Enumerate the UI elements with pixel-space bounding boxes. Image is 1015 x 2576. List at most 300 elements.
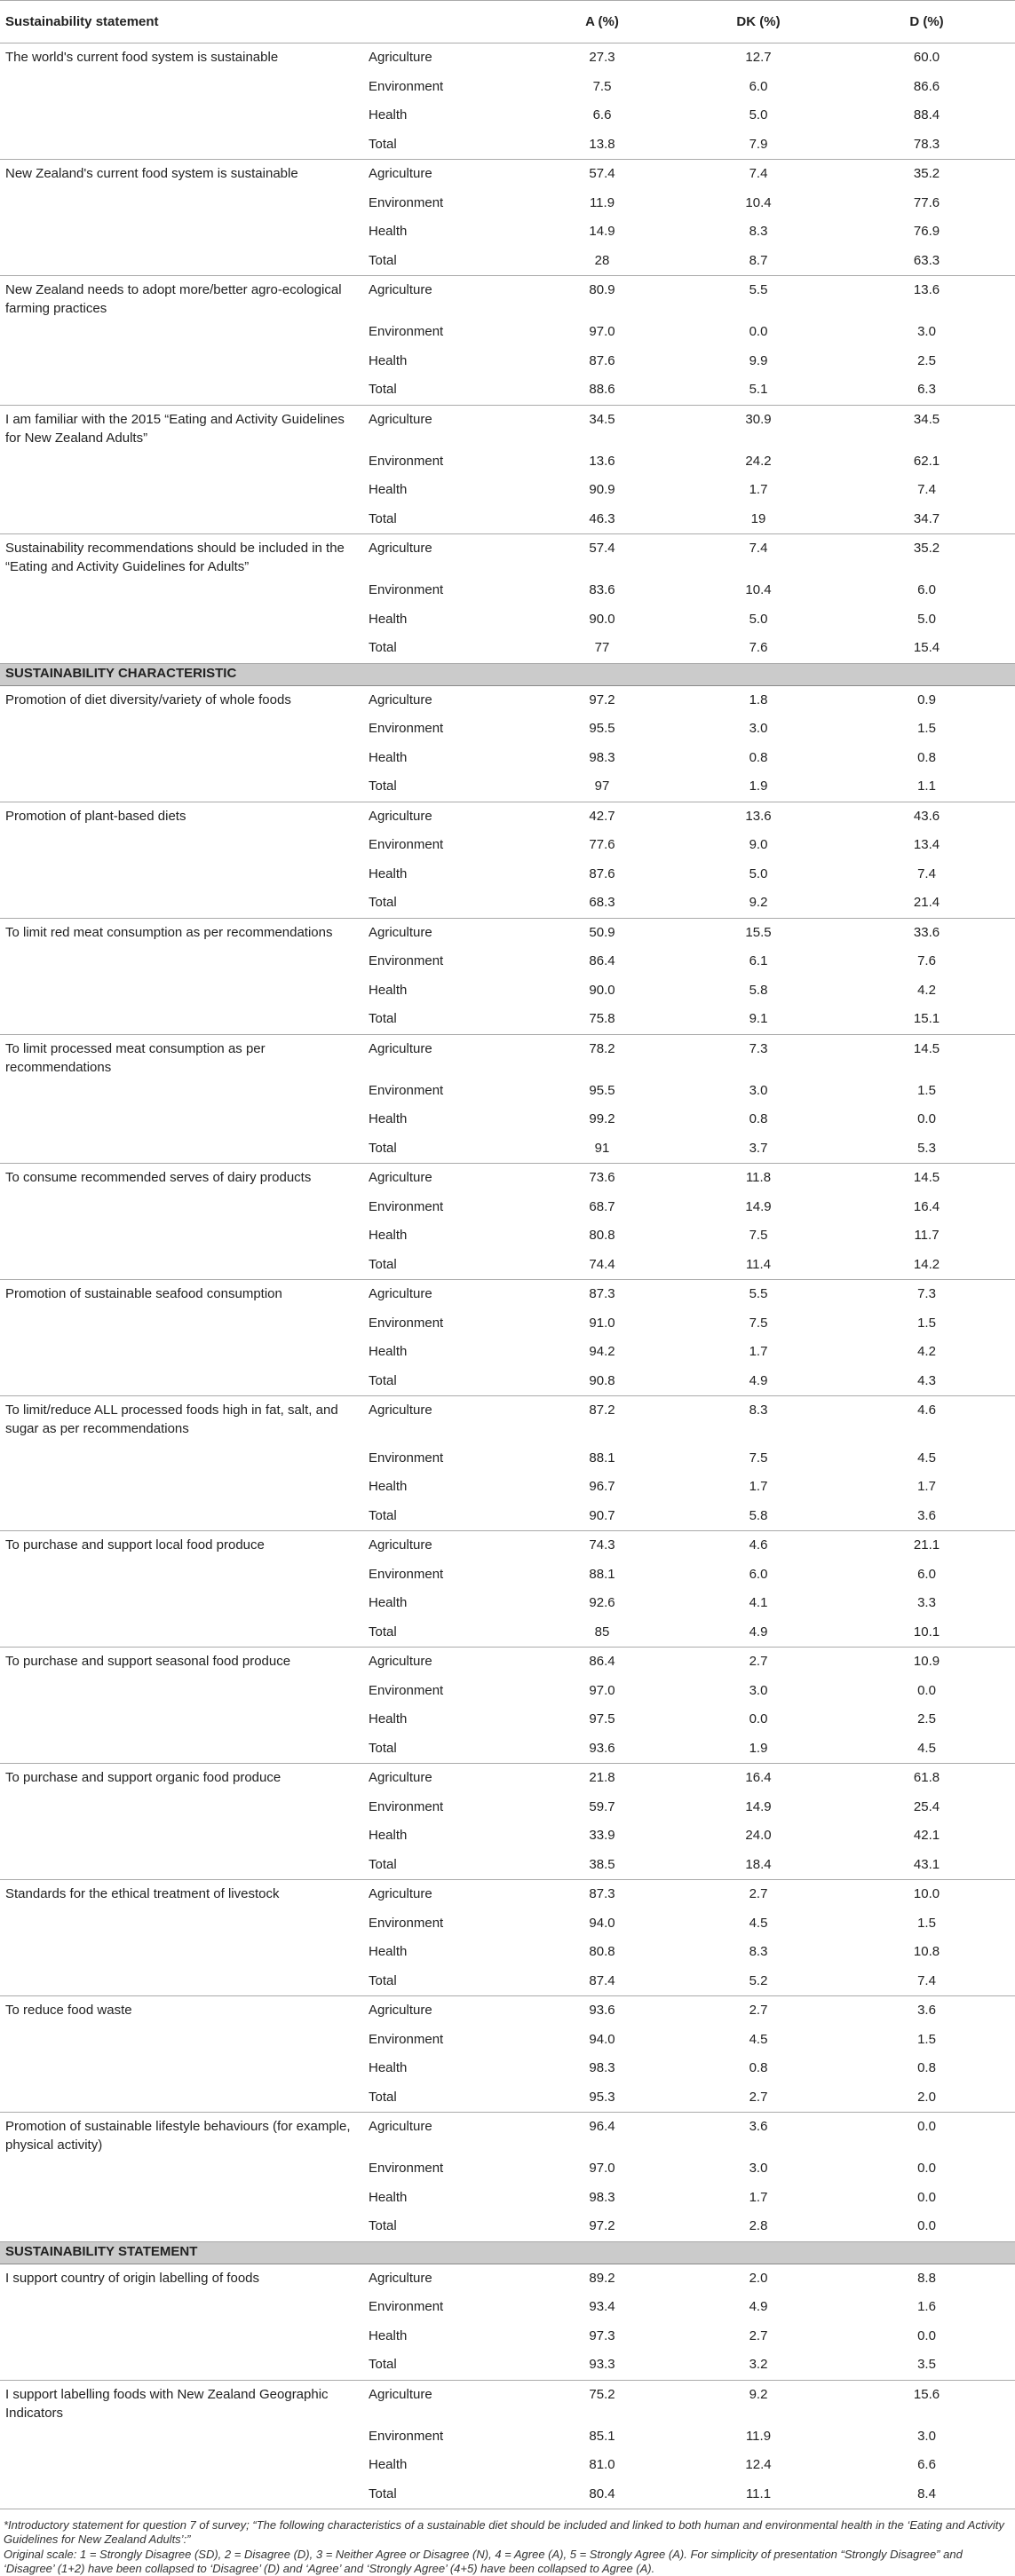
group-cell: Environment <box>369 721 444 736</box>
disagree-cell: 21.1 <box>913 1537 940 1553</box>
statement-cell: New Zealand needs to adopt more/better agro-ecological farming practices <box>5 282 342 316</box>
statement-cell: To reduce food waste <box>5 2003 132 2018</box>
group-cell: Environment <box>369 1450 444 1466</box>
table-body <box>0 43 1015 2509</box>
disagree-cell: 0.9 <box>917 691 936 707</box>
agree-cell: 78.2 <box>589 1040 615 1056</box>
disagree-cell: 3.0 <box>917 2428 936 2444</box>
group-cell: Environment <box>369 837 444 852</box>
agree-cell: 87.6 <box>589 352 615 368</box>
table-row <box>0 2293 1015 2322</box>
dont-know-cell: 24.2 <box>745 453 772 469</box>
group-cell: Agriculture <box>369 1403 432 1418</box>
statement-cell: The world's current food system is sustainable <box>5 50 279 65</box>
table-row <box>0 1134 1015 1164</box>
statement-cell <box>0 1705 366 1734</box>
agree-cell: 6.6 <box>592 107 612 122</box>
agree-cell: 94.2 <box>589 1344 615 1359</box>
disagree-cell: 2.0 <box>838 2083 1015 2113</box>
dont-know-cell: 5.8 <box>678 1502 838 1531</box>
table-row <box>0 1164 1015 1193</box>
header-disagree: D (%) <box>838 1 1015 43</box>
group-cell: Agriculture <box>369 1886 432 1901</box>
group-cell: Environment <box>369 2031 444 2047</box>
agree-cell: 80.9 <box>589 282 615 297</box>
agree-cell: 68.7 <box>589 1198 615 1214</box>
dont-know-cell: 2.7 <box>749 1886 768 1901</box>
group-cell: Agriculture <box>369 541 432 556</box>
group-cell: Agriculture <box>369 808 432 824</box>
group-cell: Health <box>369 2327 408 2343</box>
table-row <box>0 447 1015 477</box>
group-cell: Total <box>366 505 526 534</box>
group-cell: Environment <box>369 1915 444 1931</box>
group-cell: Total <box>366 2083 526 2113</box>
agree-cell: 14.9 <box>589 224 615 239</box>
group-cell: Agriculture <box>369 411 432 427</box>
group-cell: Environment <box>369 1315 444 1331</box>
statement-cell <box>0 2054 366 2083</box>
statement-cell <box>0 2451 366 2480</box>
dont-know-cell: 7.5 <box>749 1228 768 1243</box>
table-row <box>0 1105 1015 1134</box>
group-cell: Total <box>366 2351 526 2380</box>
statement-cell <box>0 860 366 889</box>
dont-know-cell: 6.1 <box>749 953 768 968</box>
agree-cell: 87.3 <box>589 1886 615 1901</box>
disagree-cell: 4.5 <box>838 1734 1015 1764</box>
disagree-cell: 4.5 <box>917 1450 936 1466</box>
agree-cell: 50.9 <box>589 924 615 940</box>
agree-cell: 38.5 <box>526 1851 678 1880</box>
dont-know-cell: 4.5 <box>749 1915 768 1931</box>
dont-know-cell: 5.8 <box>749 982 768 998</box>
agree-cell: 90.8 <box>526 1367 678 1396</box>
table-footnotes <box>0 2509 1015 2576</box>
disagree-cell: 15.6 <box>913 2386 940 2402</box>
agree-cell: 75.2 <box>589 2386 615 2402</box>
statement-cell <box>0 318 366 347</box>
table-row <box>0 1618 1015 1648</box>
group-cell: Agriculture <box>369 166 432 181</box>
table-row <box>0 505 1015 534</box>
table-row <box>0 1880 1015 1909</box>
statement-cell <box>0 2351 366 2380</box>
agree-cell: 90.0 <box>589 982 615 998</box>
table-row <box>0 1821 1015 1851</box>
statement-cell: Promotion of diet diversity/variety of whole foods <box>5 691 291 707</box>
table-row <box>0 1996 1015 2026</box>
group-cell: Total <box>366 1251 526 1280</box>
disagree-cell: 15.4 <box>838 634 1015 663</box>
disagree-cell: 10.9 <box>913 1654 940 1669</box>
group-cell: Total <box>366 247 526 276</box>
agree-cell: 98.3 <box>589 2189 615 2205</box>
agree-cell: 21.8 <box>589 1770 615 1785</box>
disagree-cell: 0.0 <box>917 2189 936 2205</box>
table-row <box>0 976 1015 1006</box>
statement-cell <box>0 247 366 276</box>
section-title: SUSTAINABILITY STATEMENT <box>0 2241 1015 2264</box>
agree-cell: 93.4 <box>589 2299 615 2314</box>
dont-know-cell: 3.0 <box>749 1082 768 1098</box>
dont-know-cell: 4.9 <box>749 2299 768 2314</box>
group-cell: Health <box>369 2189 408 2205</box>
statement-cell <box>0 1851 366 1880</box>
table-row <box>0 2480 1015 2509</box>
dont-know-cell: 9.2 <box>749 2386 768 2402</box>
dont-know-cell: 11.9 <box>745 2428 772 2444</box>
group-cell: Agriculture <box>369 2270 432 2286</box>
agree-cell: 91 <box>526 1134 678 1164</box>
disagree-cell: 0.0 <box>838 2212 1015 2241</box>
statement-cell <box>0 2154 366 2184</box>
agree-cell: 98.3 <box>589 2060 615 2075</box>
statement-cell: Promotion of plant-based diets <box>5 808 186 824</box>
disagree-cell: 16.4 <box>913 1198 940 1214</box>
disagree-cell: 14.5 <box>913 1040 940 1056</box>
table-row <box>0 43 1015 73</box>
table-row <box>0 1677 1015 1706</box>
dont-know-cell: 7.9 <box>678 130 838 160</box>
disagree-cell: 78.3 <box>838 130 1015 160</box>
dont-know-cell: 0.0 <box>749 1711 768 1727</box>
disagree-cell: 0.8 <box>917 2060 936 2075</box>
agree-cell: 87.6 <box>589 865 615 881</box>
agree-cell: 57.4 <box>589 166 615 181</box>
disagree-cell: 0.0 <box>917 2119 936 2134</box>
dont-know-cell: 3.0 <box>749 2161 768 2176</box>
table-row <box>0 1502 1015 1531</box>
statement-cell <box>0 1909 366 1939</box>
dont-know-cell: 11.1 <box>678 2480 838 2509</box>
table-row <box>0 1005 1015 1034</box>
disagree-cell: 3.5 <box>838 2351 1015 2380</box>
group-cell: Health <box>369 865 408 881</box>
group-cell: Environment <box>369 78 444 94</box>
statement-cell <box>0 505 366 534</box>
group-cell: Environment <box>369 1566 444 1582</box>
disagree-cell: 2.5 <box>917 1711 936 1727</box>
dont-know-cell: 5.1 <box>678 375 838 405</box>
table-row <box>0 1764 1015 1793</box>
statement-cell <box>0 2083 366 2113</box>
disagree-cell: 10.1 <box>838 1618 1015 1648</box>
statement-cell <box>0 1967 366 1996</box>
group-cell: Total <box>366 375 526 405</box>
dont-know-cell: 15.5 <box>745 924 772 940</box>
agree-cell: 83.6 <box>589 582 615 597</box>
disagree-cell: 35.2 <box>913 166 940 181</box>
agree-cell: 88.1 <box>589 1566 615 1582</box>
dont-know-cell: 1.7 <box>749 1344 768 1359</box>
table-row <box>0 605 1015 635</box>
dont-know-cell: 10.4 <box>745 582 772 597</box>
dont-know-cell: 19 <box>678 505 838 534</box>
table-row <box>0 634 1015 663</box>
disagree-cell: 42.1 <box>913 1828 940 1843</box>
statement-cell <box>0 476 366 505</box>
disagree-cell: 63.3 <box>838 247 1015 276</box>
dont-know-cell: 2.7 <box>749 1654 768 1669</box>
dont-know-cell: 14.9 <box>745 1198 772 1214</box>
dont-know-cell: 10.4 <box>745 194 772 210</box>
agree-cell: 87.4 <box>526 1967 678 1996</box>
group-cell: Agriculture <box>369 1040 432 1056</box>
table-row <box>0 2351 1015 2380</box>
dont-know-cell: 2.7 <box>749 2003 768 2018</box>
disagree-cell: 0.0 <box>917 2327 936 2343</box>
agree-cell: 97.5 <box>589 1711 615 1727</box>
statement-cell <box>0 1193 366 1222</box>
disagree-cell: 25.4 <box>913 1798 940 1814</box>
group-cell: Environment <box>369 2161 444 2176</box>
dont-know-cell: 4.6 <box>749 1537 768 1553</box>
table-row <box>0 276 1015 319</box>
group-cell: Agriculture <box>369 50 432 65</box>
table-row <box>0 1338 1015 1367</box>
group-cell: Environment <box>369 953 444 968</box>
dont-know-cell: 3.0 <box>749 1682 768 1698</box>
table-row <box>0 1648 1015 1677</box>
agree-cell: 81.0 <box>589 2457 615 2472</box>
statement-cell <box>0 1077 366 1106</box>
dont-know-cell: 7.6 <box>678 634 838 663</box>
table-row <box>0 772 1015 802</box>
dont-know-cell: 9.1 <box>678 1005 838 1034</box>
dont-know-cell: 4.5 <box>749 2031 768 2047</box>
statement-cell: Sustainability recommendations should be included in the “Eating and Activity Guidelines for Adults” <box>5 541 345 574</box>
statement-cell: To consume recommended serves of dairy products <box>5 1170 312 1185</box>
agree-cell: 13.6 <box>589 453 615 469</box>
dont-know-cell: 5.0 <box>749 865 768 881</box>
table-row <box>0 2264 1015 2293</box>
agree-cell: 28 <box>526 247 678 276</box>
statement-cell <box>0 1251 366 1280</box>
footnote-scale: Original scale: 1 = Strongly Disagree (SD), 2 = Disagree (D), 3 = Neither Agree or Disagree (N), 4 = Agree (A), 5 = Strongly Agree (A). For simplicity of presentation “Strongly Disagree” and ‘Disagree’ (1+2) have been collapsed to ‘Disagree’ (D) and ‘Agree’ and ‘Strongly Agree’ (4+5) have been collapsed to Agree (A). <box>4 2548 963 2575</box>
group-cell: Environment <box>369 1198 444 1214</box>
agree-cell: 94.0 <box>589 1915 615 1931</box>
disagree-cell: 0.0 <box>917 1111 936 1126</box>
agree-cell: 88.1 <box>589 1450 615 1466</box>
statement-cell: I am familiar with the 2015 “Eating and Activity Guidelines for New Zealand Adults” <box>5 411 345 446</box>
agree-cell: 7.5 <box>592 78 612 94</box>
statement-cell <box>0 715 366 744</box>
statement-cell <box>0 889 366 918</box>
group-cell: Health <box>369 107 408 122</box>
section-header-row <box>0 663 1015 685</box>
disagree-cell: 7.4 <box>917 865 936 881</box>
group-cell: Total <box>366 1134 526 1164</box>
disagree-cell: 3.3 <box>917 1595 936 1610</box>
disagree-cell: 6.6 <box>917 2457 936 2472</box>
agree-cell: 80.4 <box>526 2480 678 2509</box>
statement-cell <box>0 947 366 976</box>
dont-know-cell: 7.5 <box>749 1315 768 1331</box>
agree-cell: 46.3 <box>526 505 678 534</box>
dont-know-cell: 7.4 <box>749 541 768 556</box>
statement-cell <box>0 576 366 605</box>
agree-cell: 89.2 <box>589 2270 615 2286</box>
table-row <box>0 2083 1015 2113</box>
disagree-cell: 5.3 <box>838 1134 1015 1164</box>
table-row <box>0 247 1015 276</box>
agree-cell: 96.4 <box>589 2119 615 2134</box>
table-row <box>0 1034 1015 1077</box>
table-row <box>0 1793 1015 1822</box>
agree-cell: 90.0 <box>589 611 615 627</box>
table-row <box>0 1851 1015 1880</box>
table-row <box>0 1531 1015 1561</box>
statement-cell <box>0 605 366 635</box>
agree-cell: 91.0 <box>589 1315 615 1331</box>
group-cell: Total <box>366 1851 526 1880</box>
table-row <box>0 1280 1015 1309</box>
disagree-cell: 1.5 <box>917 2031 936 2047</box>
agree-cell: 92.6 <box>589 1595 615 1610</box>
statement-cell <box>0 772 366 802</box>
agree-cell: 97.0 <box>589 2161 615 2176</box>
table-row <box>0 405 1015 447</box>
statement-cell <box>0 634 366 663</box>
group-cell: Total <box>366 889 526 918</box>
agree-cell: 74.4 <box>526 1251 678 1280</box>
table-row <box>0 1938 1015 1967</box>
statement-cell <box>0 2480 366 2509</box>
dont-know-cell: 9.2 <box>678 889 838 918</box>
statement-cell <box>0 1821 366 1851</box>
group-cell: Health <box>369 1344 408 1359</box>
disagree-cell: 7.4 <box>917 482 936 497</box>
group-cell: Agriculture <box>369 2386 432 2402</box>
group-cell: Health <box>369 482 408 497</box>
agree-cell: 93.3 <box>526 2351 678 2380</box>
disagree-cell: 15.1 <box>838 1005 1015 1034</box>
agree-cell: 86.4 <box>589 953 615 968</box>
disagree-cell: 88.4 <box>913 107 940 122</box>
dont-know-cell: 3.0 <box>749 721 768 736</box>
statement-cell <box>0 1134 366 1164</box>
agree-cell: 97.0 <box>589 324 615 339</box>
group-cell: Agriculture <box>369 691 432 707</box>
table-row <box>0 130 1015 160</box>
table-row <box>0 1909 1015 1939</box>
disagree-cell: 13.4 <box>913 837 940 852</box>
disagree-cell: 4.2 <box>917 1344 936 1359</box>
disagree-cell: 5.0 <box>917 611 936 627</box>
group-cell: Total <box>366 2480 526 2509</box>
group-cell: Total <box>366 1967 526 1996</box>
dont-know-cell: 2.8 <box>678 2212 838 2241</box>
agree-cell: 42.7 <box>589 808 615 824</box>
disagree-cell: 0.8 <box>917 749 936 765</box>
disagree-cell: 33.6 <box>913 924 940 940</box>
group-cell: Agriculture <box>369 2003 432 2018</box>
group-cell: Environment <box>369 2428 444 2444</box>
disagree-cell: 8.4 <box>838 2480 1015 2509</box>
statement-cell <box>0 1618 366 1648</box>
agree-cell: 87.3 <box>589 1286 615 1301</box>
dont-know-cell: 1.8 <box>749 691 768 707</box>
table-row <box>0 1367 1015 1396</box>
group-cell: Environment <box>369 324 444 339</box>
statement-cell <box>0 1367 366 1396</box>
group-cell: Health <box>369 611 408 627</box>
table-row <box>0 2113 1015 2155</box>
disagree-cell: 3.0 <box>917 324 936 339</box>
agree-cell: 99.2 <box>589 1111 615 1126</box>
dont-know-cell: 7.4 <box>749 166 768 181</box>
disagree-cell: 86.6 <box>913 78 940 94</box>
disagree-cell: 1.5 <box>917 1315 936 1331</box>
dont-know-cell: 0.8 <box>749 749 768 765</box>
group-cell: Health <box>369 224 408 239</box>
group-cell: Agriculture <box>369 1170 432 1185</box>
agree-cell: 97.0 <box>589 1682 615 1698</box>
disagree-cell: 1.5 <box>917 1082 936 1098</box>
dont-know-cell: 8.3 <box>749 1403 768 1418</box>
statement-cell <box>0 2026 366 2055</box>
table-row <box>0 189 1015 218</box>
statement-cell: Promotion of sustainable seafood consumption <box>5 1286 282 1301</box>
section-header-row <box>0 2241 1015 2264</box>
disagree-cell: 4.3 <box>838 1367 1015 1396</box>
disagree-cell: 61.8 <box>913 1770 940 1785</box>
disagree-cell: 7.3 <box>917 1286 936 1301</box>
group-cell: Health <box>369 1944 408 1959</box>
statement-cell <box>0 1734 366 1764</box>
statement-cell <box>0 2212 366 2241</box>
agree-cell: 97 <box>526 772 678 802</box>
dont-know-cell: 0.8 <box>749 1111 768 1126</box>
agree-cell: 97.2 <box>589 691 615 707</box>
group-cell: Environment <box>369 582 444 597</box>
table-row <box>0 534 1015 577</box>
group-cell: Health <box>369 749 408 765</box>
agree-cell: 68.3 <box>526 889 678 918</box>
agree-cell: 73.6 <box>589 1170 615 1185</box>
agree-cell: 33.9 <box>589 1828 615 1843</box>
statement-cell: I support country of origin labelling of foods <box>5 2270 260 2286</box>
disagree-cell: 10.8 <box>913 1944 940 1959</box>
table-row <box>0 1396 1015 1444</box>
agree-cell: 13.8 <box>526 130 678 160</box>
dont-know-cell: 13.6 <box>745 808 772 824</box>
disagree-cell: 34.7 <box>838 505 1015 534</box>
statement-cell <box>0 1677 366 1706</box>
agree-cell: 75.8 <box>526 1005 678 1034</box>
statement-cell <box>0 976 366 1006</box>
dont-know-cell: 3.6 <box>749 2119 768 2134</box>
table-row <box>0 375 1015 405</box>
header-statement: Sustainability statement <box>0 1 366 43</box>
dont-know-cell: 9.9 <box>749 352 768 368</box>
section-title: SUSTAINABILITY CHARACTERISTIC <box>0 663 1015 685</box>
statement-cell <box>0 1444 366 1474</box>
statement-cell <box>0 1793 366 1822</box>
table-row <box>0 2154 1015 2184</box>
statement-cell <box>0 347 366 376</box>
group-cell: Environment <box>369 1798 444 1814</box>
disagree-cell: 43.1 <box>838 1851 1015 1880</box>
dont-know-cell: 3.7 <box>678 1134 838 1164</box>
dont-know-cell: 1.7 <box>749 482 768 497</box>
group-cell: Total <box>366 1734 526 1764</box>
table-row <box>0 1444 1015 1474</box>
group-cell: Agriculture <box>369 1286 432 1301</box>
statement-cell <box>0 2293 366 2322</box>
agree-cell: 90.7 <box>526 1502 678 1531</box>
